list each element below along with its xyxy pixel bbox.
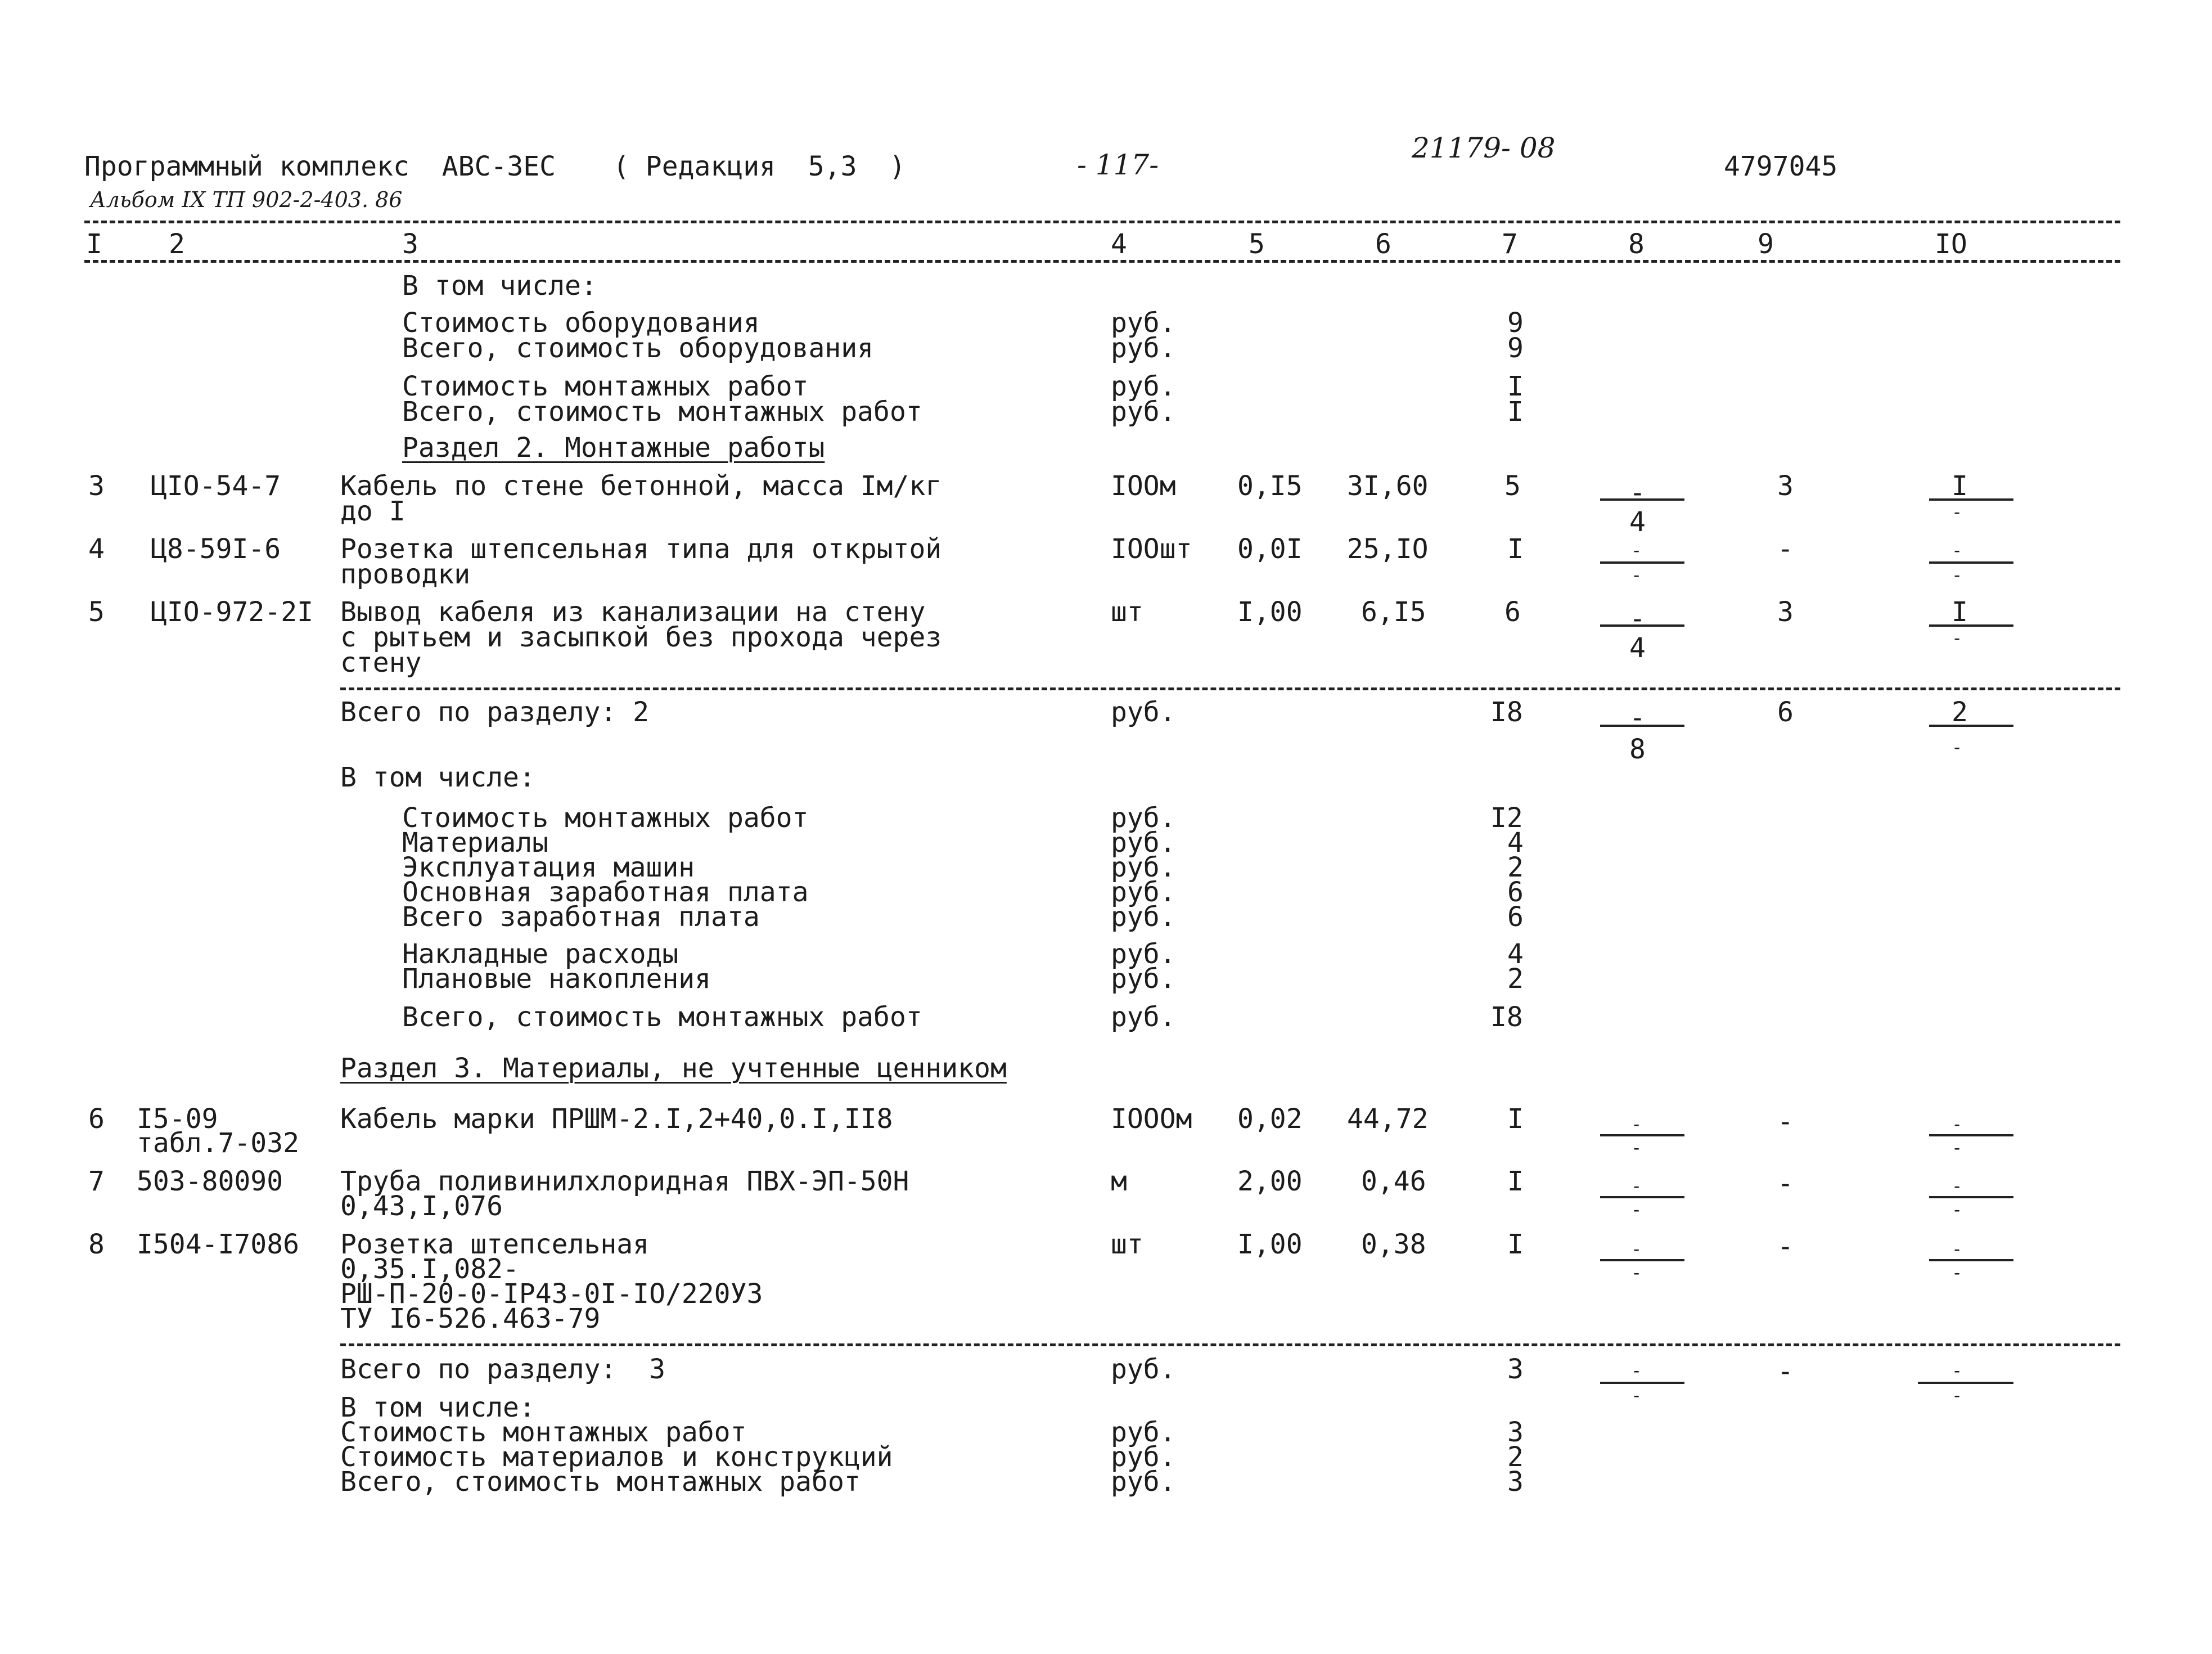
line-unit: руб. bbox=[1111, 332, 1176, 364]
line-value: 2 bbox=[1507, 1441, 1524, 1473]
row-number: 6 bbox=[88, 1103, 105, 1135]
line-value: 4 bbox=[1507, 827, 1524, 859]
col-header-1: I bbox=[86, 228, 102, 260]
line-value: I2 bbox=[1490, 802, 1523, 834]
col-header-4: 4 bbox=[1111, 228, 1127, 260]
line-name: Плановые накопления bbox=[402, 963, 711, 995]
row-quantity: 2,00 bbox=[1237, 1166, 1303, 1197]
col10-fraction-bottom: - bbox=[1952, 627, 1963, 649]
line-name: Всего, стоимость монтажных работ bbox=[340, 1466, 861, 1498]
col8-fraction-line bbox=[1600, 561, 1684, 564]
line-name: Материалы bbox=[402, 827, 549, 859]
col-header-9: 9 bbox=[1758, 228, 1774, 260]
col8-fraction-bottom: 8 bbox=[1629, 734, 1646, 765]
row-unit-price: 44,72 bbox=[1347, 1103, 1429, 1135]
line-unit: руб. bbox=[1111, 1001, 1176, 1033]
col8-fraction-line bbox=[1600, 1382, 1684, 1384]
col8-fraction-top: - bbox=[1631, 1238, 1642, 1260]
row-total: I bbox=[1507, 1229, 1524, 1260]
row-name-continued: 0,35.I,082- bbox=[340, 1253, 519, 1285]
col8-fraction-line bbox=[1600, 725, 1684, 727]
row-name-continued: ТУ I6-526.463-79 bbox=[340, 1303, 601, 1334]
row-number: 8 bbox=[88, 1229, 105, 1260]
line-unit: руб. bbox=[1111, 1466, 1176, 1498]
handwritten-code: 21179- 08 bbox=[1412, 132, 1556, 164]
row-total: I bbox=[1507, 533, 1524, 565]
row-name-continued: проводки bbox=[340, 559, 471, 590]
row-unit-price: 0,46 bbox=[1361, 1166, 1426, 1197]
line-value: I8 bbox=[1490, 1001, 1523, 1033]
col-header-6: 6 bbox=[1375, 228, 1391, 260]
row-quantity: 0,0I bbox=[1237, 533, 1303, 565]
row-total: 5 bbox=[1504, 470, 1521, 502]
line-name: Стоимость монтажных работ bbox=[402, 802, 809, 834]
section-total-value: I8 bbox=[1490, 696, 1523, 728]
row-code: 503-80090 bbox=[137, 1166, 283, 1197]
row-col9: 3 bbox=[1777, 470, 1794, 502]
header-bottom-rule bbox=[84, 260, 2120, 263]
col10-fraction-top: I bbox=[1952, 470, 1968, 502]
col10-fraction-bottom: - bbox=[1952, 1137, 1963, 1158]
row-number: 4 bbox=[88, 533, 105, 565]
col10-fraction-line bbox=[1918, 1382, 2013, 1384]
col10-fraction-top: - bbox=[1952, 540, 1963, 561]
section-total-unit: руб. bbox=[1111, 1354, 1176, 1385]
line-name: Стоимость оборудования bbox=[402, 307, 760, 339]
col10-fraction-top: 2 bbox=[1952, 696, 1968, 728]
line-unit: руб. bbox=[1111, 1441, 1176, 1473]
row-unit: IOOм bbox=[1111, 470, 1176, 502]
col10-fraction-bottom: - bbox=[1952, 1385, 1963, 1406]
line-unit: руб. bbox=[1111, 901, 1176, 933]
section-total-col9: - bbox=[1777, 1356, 1794, 1387]
col8-fraction-top: - bbox=[1629, 702, 1646, 734]
row-name: Розетка штепсельная типа для открытой bbox=[340, 533, 942, 565]
block1-including-label: В том числе: bbox=[402, 270, 597, 302]
col-header-2: 2 bbox=[169, 228, 185, 260]
col-header-8: 8 bbox=[1628, 228, 1645, 260]
line-value: 6 bbox=[1507, 901, 1524, 933]
row-col9: 3 bbox=[1777, 596, 1794, 628]
row-quantity: I,00 bbox=[1237, 596, 1303, 628]
col8-fraction-line bbox=[1600, 1134, 1684, 1136]
section3-title: Раздел 3. Материалы, не учтенные ценником bbox=[340, 1053, 1007, 1084]
section-total-value: 3 bbox=[1507, 1354, 1524, 1385]
line-value: 4 bbox=[1507, 938, 1524, 970]
col10-fraction-line bbox=[1929, 561, 2013, 564]
line-unit: руб. bbox=[1111, 396, 1176, 428]
row-quantity: 0,I5 bbox=[1237, 470, 1303, 502]
col-header-3: 3 bbox=[402, 228, 418, 260]
col8-fraction-line bbox=[1600, 498, 1684, 501]
section2-total-rule bbox=[340, 687, 2120, 690]
row-col9: - bbox=[1777, 533, 1794, 565]
row-code: I504-I7086 bbox=[137, 1229, 299, 1260]
col8-fraction-line bbox=[1600, 624, 1684, 627]
col8-fraction-bottom: 4 bbox=[1629, 632, 1646, 664]
col-header-10: IO bbox=[1935, 228, 1967, 260]
row-col9: - bbox=[1777, 1168, 1794, 1199]
col10-fraction-line bbox=[1929, 498, 2013, 501]
line-value: 3 bbox=[1507, 1466, 1524, 1498]
page-number: - 117- bbox=[1077, 149, 1159, 181]
col10-fraction-bottom: - bbox=[1952, 1199, 1963, 1220]
row-total: I bbox=[1507, 1166, 1524, 1197]
row-unit: м bbox=[1111, 1166, 1127, 1197]
row-name: Труба поливинилхлоридная ПВХ-ЭП-50Н bbox=[340, 1166, 909, 1197]
line-value: 9 bbox=[1507, 307, 1524, 339]
col10-fraction-top: - bbox=[1952, 1175, 1963, 1197]
line-unit: руб. bbox=[1111, 938, 1176, 970]
header-top-rule bbox=[84, 221, 2120, 223]
line-name: Эксплуатация машин bbox=[402, 852, 695, 883]
col8-fraction-bottom: - bbox=[1631, 564, 1642, 586]
row-code: Ц8-59I-6 bbox=[151, 533, 281, 565]
col8-fraction-bottom: - bbox=[1631, 1137, 1642, 1158]
col10-fraction-top: - bbox=[1952, 1360, 1963, 1381]
row-quantity: I,00 bbox=[1237, 1229, 1303, 1260]
col8-fraction-top: - bbox=[1629, 603, 1646, 635]
line-value: 9 bbox=[1507, 332, 1524, 364]
row-col9: - bbox=[1777, 1231, 1794, 1262]
row-name-continued: стену bbox=[340, 647, 422, 678]
row-code: ЦIО-972-2I bbox=[151, 596, 313, 628]
row-unit-price: 0,38 bbox=[1361, 1229, 1426, 1260]
col-header-7: 7 bbox=[1502, 228, 1518, 260]
row-unit: IOOOм bbox=[1111, 1103, 1192, 1135]
row-name-continued: 0,43,I,076 bbox=[340, 1190, 503, 1222]
col8-fraction-top: - bbox=[1631, 1113, 1642, 1135]
line-unit: руб. bbox=[1111, 1417, 1176, 1448]
line-name: Стоимость материалов и конструкций bbox=[340, 1441, 893, 1473]
row-name: Кабель по стене бетонной, масса Iм/кг bbox=[340, 470, 942, 502]
col-header-5: 5 bbox=[1249, 228, 1265, 260]
row-number: 5 bbox=[88, 596, 105, 628]
col8-fraction-top: - bbox=[1631, 540, 1642, 561]
row-unit: шт bbox=[1111, 596, 1143, 628]
col10-fraction-top: - bbox=[1952, 1238, 1963, 1260]
line-name: Стоимость монтажных работ bbox=[340, 1417, 747, 1448]
row-name: Розетка штепсельная bbox=[340, 1229, 650, 1260]
line-value: I bbox=[1507, 371, 1524, 402]
row-code: I5-09 bbox=[137, 1103, 218, 1135]
line-unit: руб. bbox=[1111, 827, 1176, 859]
col8-fraction-top: - bbox=[1629, 477, 1646, 509]
line-name: Всего, стоимость монтажных работ bbox=[402, 396, 922, 428]
col10-fraction-bottom: - bbox=[1952, 501, 1963, 523]
section-total-unit: руб. bbox=[1111, 696, 1176, 728]
col8-fraction-line bbox=[1600, 1196, 1684, 1198]
line-name: Всего, стоимость оборудования bbox=[402, 332, 874, 364]
section2-title: Раздел 2. Монтажные работы bbox=[402, 432, 825, 464]
line-value: I bbox=[1507, 396, 1524, 428]
section3-including-label: В том числе: bbox=[340, 1392, 535, 1423]
line-unit: руб. bbox=[1111, 852, 1176, 883]
col10-fraction-line bbox=[1929, 1259, 2013, 1261]
row-unit-price: 6,I5 bbox=[1361, 596, 1426, 628]
line-unit: руб. bbox=[1111, 307, 1176, 339]
line-value: 3 bbox=[1507, 1417, 1524, 1448]
row-name: Кабель марки ПРШМ-2.I,2+40,0.I,II8 bbox=[340, 1103, 893, 1135]
row-name-continued: до I bbox=[340, 496, 406, 527]
col10-fraction-bottom: - bbox=[1952, 1262, 1963, 1283]
section3-total-rule bbox=[340, 1343, 2120, 1346]
row-unit-price: 25,IO bbox=[1347, 533, 1429, 565]
col10-fraction-top: I bbox=[1952, 596, 1968, 628]
line-name: Накладные расходы bbox=[402, 938, 679, 970]
col10-fraction-top: - bbox=[1952, 1113, 1963, 1135]
line-value: 2 bbox=[1507, 852, 1524, 883]
line-name: Стоимость монтажных работ bbox=[402, 371, 809, 402]
line-unit: руб. bbox=[1111, 371, 1176, 402]
section2-including-label: В том числе: bbox=[340, 762, 535, 793]
col8-fraction-top: - bbox=[1631, 1360, 1642, 1381]
row-name: Вывод кабеля из канализации на стену bbox=[340, 596, 926, 628]
line-value: 6 bbox=[1507, 877, 1524, 908]
col8-fraction-bottom: - bbox=[1631, 1385, 1642, 1406]
col10-fraction-line bbox=[1929, 725, 2013, 727]
row-number: 3 bbox=[88, 470, 105, 502]
col8-fraction-top: - bbox=[1631, 1175, 1642, 1197]
line-name: Основная заработная плата bbox=[402, 877, 809, 908]
row-total: 6 bbox=[1504, 596, 1521, 628]
section-total-label: Всего по разделу: 3 bbox=[340, 1354, 665, 1385]
album-reference: Альбом IX ТП 902-2-403. 86 bbox=[90, 187, 403, 212]
program-name: Программный комплекс АВС-3ЕС bbox=[84, 151, 556, 182]
row-unit: IOOшт bbox=[1111, 533, 1192, 565]
row-quantity: 0,02 bbox=[1237, 1103, 1303, 1135]
line-unit: руб. bbox=[1111, 877, 1176, 908]
col8-fraction-bottom: - bbox=[1631, 1199, 1642, 1220]
row-total: I bbox=[1507, 1103, 1524, 1135]
line-name: Всего заработная плата bbox=[402, 901, 760, 933]
line-name: Всего, стоимость монтажных работ bbox=[402, 1001, 922, 1033]
col10-fraction-bottom: - bbox=[1952, 736, 1963, 758]
row-unit-price: 3I,60 bbox=[1347, 470, 1429, 502]
edition-label: ( Редакция 5,3 ) bbox=[613, 151, 906, 182]
row-code: ЦIО-54-7 bbox=[151, 470, 281, 502]
row-unit: шт bbox=[1111, 1229, 1143, 1260]
row-name-continued: РШ-П-20-0-IР43-0I-IO/220У3 bbox=[340, 1278, 763, 1310]
line-value: 2 bbox=[1507, 963, 1524, 995]
line-unit: руб. bbox=[1111, 802, 1176, 834]
row-code-continued: табл.7-032 bbox=[137, 1127, 299, 1159]
col8-fraction-line bbox=[1600, 1259, 1684, 1261]
line-unit: руб. bbox=[1111, 963, 1176, 995]
section-total-col9: 6 bbox=[1777, 696, 1794, 728]
col8-fraction-bottom: 4 bbox=[1629, 506, 1646, 538]
section-total-label: Всего по разделу: 2 bbox=[340, 696, 650, 728]
col10-fraction-line bbox=[1929, 1196, 2013, 1198]
col10-fraction-bottom: - bbox=[1952, 564, 1963, 586]
row-name-continued: с рытьем и засыпкой без прохода через bbox=[340, 622, 942, 653]
row-col9: - bbox=[1777, 1106, 1794, 1138]
document-number: 4797045 bbox=[1724, 151, 1838, 182]
row-number: 7 bbox=[88, 1166, 105, 1197]
col8-fraction-bottom: - bbox=[1631, 1262, 1642, 1283]
col10-fraction-line bbox=[1929, 624, 2013, 627]
col10-fraction-line bbox=[1929, 1134, 2013, 1136]
